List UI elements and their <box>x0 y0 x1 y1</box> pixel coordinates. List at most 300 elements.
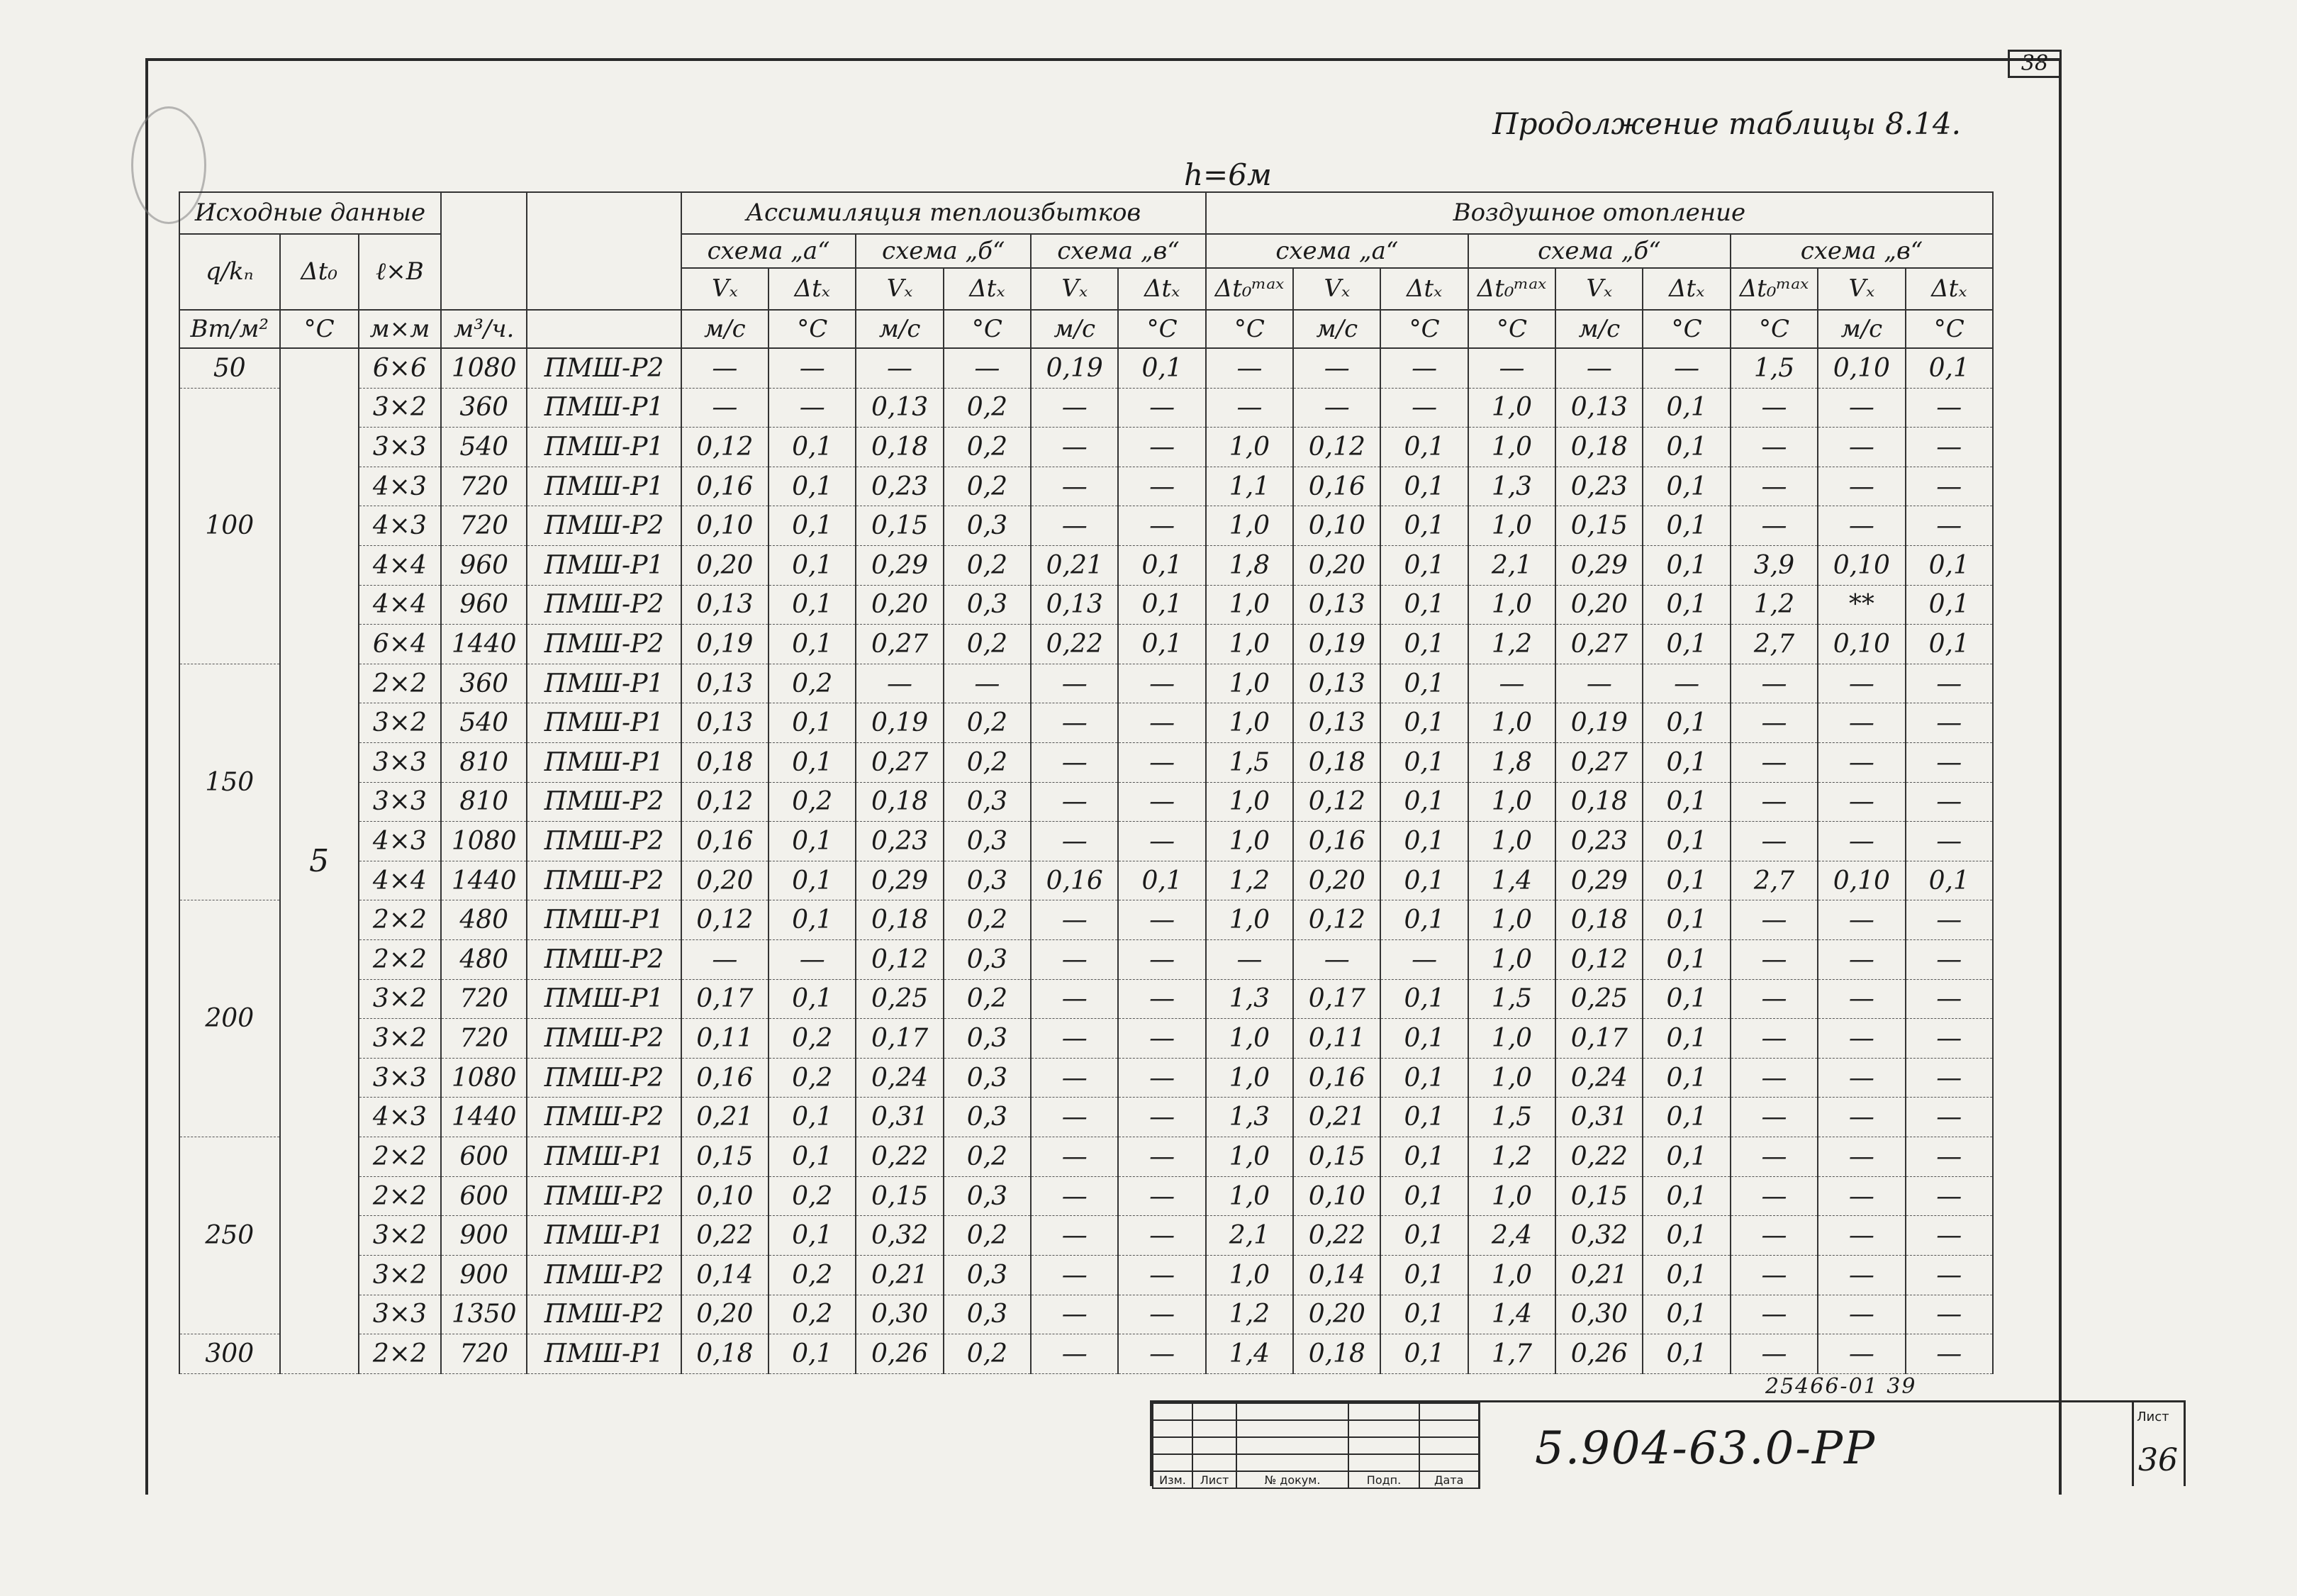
table-cell: — <box>1206 388 1293 428</box>
table-cell: — <box>1818 506 1905 546</box>
table-cell: — <box>1731 782 1818 822</box>
table-cell: — <box>1031 1098 1118 1137</box>
table-cell: 0,2 <box>944 388 1031 428</box>
table-cell: 0,18 <box>856 900 943 940</box>
table-cell: 3×2 <box>359 979 441 1019</box>
table-cell: 3,9 <box>1731 545 1818 585</box>
table-cell: — <box>1818 388 1905 428</box>
table-cell: 600 <box>441 1137 527 1177</box>
table-cell: 4×3 <box>359 822 441 861</box>
table-cell: 0,21 <box>1555 1255 1643 1295</box>
table-row <box>179 1255 1993 1295</box>
table-cell: 0,1 <box>1643 1098 1730 1137</box>
table-cell: — <box>1906 506 1993 546</box>
table-cell: 0,1 <box>1380 782 1468 822</box>
table-cell: 1,5 <box>1468 1098 1555 1137</box>
header-assimilation: Ассимиляция теплоизбытков <box>681 192 1206 234</box>
col-header-vx: Vₓ <box>1293 268 1380 310</box>
table-cell: 0,2 <box>944 1216 1031 1256</box>
table-cell: 0,20 <box>1293 1295 1380 1334</box>
stamp-cell <box>1419 1403 1479 1420</box>
table-cell: 0,3 <box>944 782 1031 822</box>
table-cell: 0,25 <box>856 979 943 1019</box>
header-air-heating: Воздушное отопление <box>1206 192 1993 234</box>
table-row <box>179 1216 1993 1256</box>
table-cell: — <box>1293 388 1380 428</box>
table-cell: 1,5 <box>1731 348 1818 388</box>
table-cell: 0,1 <box>1906 625 1993 664</box>
table-cell: 1,0 <box>1468 585 1555 625</box>
table-cell: 0,1 <box>1380 428 1468 467</box>
table-cell: — <box>1818 1137 1905 1177</box>
table-cell: 1,0 <box>1468 388 1555 428</box>
table-cell: 0,3 <box>944 822 1031 861</box>
table-cell: 810 <box>441 782 527 822</box>
table-cell: — <box>1643 664 1730 703</box>
q-group-cell: 100 <box>179 388 280 664</box>
table-row <box>179 900 1993 940</box>
table-cell: — <box>1818 1334 1905 1374</box>
table-cell: 0,18 <box>856 782 943 822</box>
table-cell: — <box>1118 428 1205 467</box>
table-cell: — <box>1118 743 1205 783</box>
table-cell: — <box>1818 979 1905 1019</box>
table-cell: 0,16 <box>1031 861 1118 900</box>
table-cell: 0,16 <box>1293 1058 1380 1098</box>
table-cell: 0,2 <box>944 1137 1031 1177</box>
table-cell: 4×4 <box>359 545 441 585</box>
stamp-label-date: Дата <box>1419 1471 1479 1488</box>
table-cell: 0,19 <box>1031 348 1118 388</box>
table-cell: 1,4 <box>1468 1295 1555 1334</box>
table-cell: 0,3 <box>944 1058 1031 1098</box>
table-cell: 0,10 <box>1818 861 1905 900</box>
table-cell: 0,1 <box>769 1334 856 1374</box>
scheme-a-assim: схема „а“ <box>681 234 856 269</box>
table-cell: 0,10 <box>1293 1176 1380 1216</box>
table-cell: 0,1 <box>1906 545 1993 585</box>
table-cell: 0,24 <box>856 1058 943 1098</box>
table-cell: — <box>1031 822 1118 861</box>
table-cell: 0,23 <box>856 822 943 861</box>
table-cell: 1350 <box>441 1295 527 1334</box>
table-cell: 0,15 <box>1293 1137 1380 1177</box>
sheet-box <box>2132 1402 2184 1486</box>
table-cell: 960 <box>441 545 527 585</box>
unit-ms: м/с <box>1293 310 1380 349</box>
table-cell: 0,1 <box>1643 1019 1730 1059</box>
col-header-dtomax: Δt₀ᵐᵃˣ <box>1468 268 1555 310</box>
table-cell: 3×3 <box>359 428 441 467</box>
table-cell: 0,13 <box>1031 585 1118 625</box>
table-cell: 0,29 <box>1555 545 1643 585</box>
table-cell: 2×2 <box>359 900 441 940</box>
table-cell: — <box>1118 900 1205 940</box>
table-cell: 0,12 <box>681 428 769 467</box>
table-cell: 1,0 <box>1468 703 1555 743</box>
table-cell: 1,0 <box>1468 1058 1555 1098</box>
table-cell: 0,27 <box>856 625 943 664</box>
stamp-cell <box>1419 1437 1479 1454</box>
table-cell: 0,20 <box>681 545 769 585</box>
q-group-cell: 250 <box>179 1137 280 1334</box>
table-cell: 0,1 <box>769 822 856 861</box>
table-cell: 2×2 <box>359 664 441 703</box>
table-cell: 0,1 <box>1380 703 1468 743</box>
table-cell: — <box>1906 703 1993 743</box>
table-cell: 0,13 <box>1293 703 1380 743</box>
table-cell: 3×2 <box>359 1255 441 1295</box>
table-row <box>179 348 1993 388</box>
table-cell: — <box>856 664 943 703</box>
table-cell: 1440 <box>441 625 527 664</box>
table-cell: 0,1 <box>1643 545 1730 585</box>
table-cell: 600 <box>441 1176 527 1216</box>
table-cell: — <box>1731 1019 1818 1059</box>
table-cell: 0,1 <box>769 703 856 743</box>
table-cell: — <box>1555 664 1643 703</box>
table-row <box>179 545 1993 585</box>
table-cell: 0,32 <box>1555 1216 1643 1256</box>
unit-type-blank <box>527 310 681 349</box>
table-cell: — <box>1731 467 1818 506</box>
table-cell: — <box>1118 1176 1205 1216</box>
table-cell: — <box>1906 1137 1993 1177</box>
table-cell: 1080 <box>441 348 527 388</box>
table-cell: 1,4 <box>1206 1334 1293 1374</box>
table-cell: 2×2 <box>359 1334 441 1374</box>
table-row <box>179 979 1993 1019</box>
table-cell: 1,0 <box>1206 1255 1293 1295</box>
table-cell: 0,20 <box>856 585 943 625</box>
table-cell: 0,10 <box>681 506 769 546</box>
table-row <box>179 1019 1993 1059</box>
table-cell: 0,22 <box>1293 1216 1380 1256</box>
table-cell: — <box>1731 506 1818 546</box>
table-cell: 1,0 <box>1468 506 1555 546</box>
table-cell: — <box>1906 1295 1993 1334</box>
table-cell: 0,16 <box>1293 822 1380 861</box>
table-cell: — <box>1906 979 1993 1019</box>
scheme-b-assim: схема „б“ <box>856 234 1031 269</box>
table-cell: 0,1 <box>1380 1098 1468 1137</box>
table-cell: 0,12 <box>856 940 943 980</box>
table-cell: ПМШ-Р1 <box>527 467 681 506</box>
unit-ms: м/с <box>681 310 769 349</box>
table-cell: 0,1 <box>1643 428 1730 467</box>
table-cell: 0,1 <box>1643 625 1730 664</box>
table-cell: 720 <box>441 1334 527 1374</box>
table-cell: 1,2 <box>1206 861 1293 900</box>
scheme-b-heat: схема „б“ <box>1468 234 1731 269</box>
table-cell: — <box>769 348 856 388</box>
table-cell: — <box>1818 822 1905 861</box>
table-cell: 1,0 <box>1206 1137 1293 1177</box>
header-initial-data: Исходные данные <box>179 192 441 234</box>
stamp-cell <box>1419 1454 1479 1471</box>
table-cell: — <box>1818 1176 1905 1216</box>
document-code: 5.904-63.0-РР <box>1535 1422 1877 1475</box>
table-cell: 0,3 <box>944 1255 1031 1295</box>
table-cell: — <box>681 348 769 388</box>
col-header-dto: Δt₀ <box>280 234 359 310</box>
table-cell: 0,3 <box>944 1019 1031 1059</box>
table-cell: 0,22 <box>681 1216 769 1256</box>
table-cell: 0,21 <box>1293 1098 1380 1137</box>
table-cell: 0,1 <box>1643 1255 1730 1295</box>
table-cell: ПМШ-Р1 <box>527 428 681 467</box>
table-cell: — <box>1031 467 1118 506</box>
table-cell: 0,1 <box>1643 1137 1730 1177</box>
unit-ms: м/с <box>1031 310 1118 349</box>
stamp-cell <box>1192 1403 1236 1420</box>
table-cell: 1,3 <box>1206 1098 1293 1137</box>
table-cell: 0,2 <box>944 900 1031 940</box>
q-group-cell: 50 <box>179 348 280 388</box>
table-row <box>179 1334 1993 1374</box>
table-cell: — <box>944 664 1031 703</box>
table-cell: 0,1 <box>1118 348 1205 388</box>
table-cell: 0,13 <box>681 703 769 743</box>
table-cell: — <box>1118 506 1205 546</box>
table-cell: 480 <box>441 940 527 980</box>
table-cell: — <box>1118 1255 1205 1295</box>
table-cell: — <box>1118 388 1205 428</box>
continuation-note: Продолжение таблицы 8.14. <box>1492 106 1961 141</box>
table-cell: 1,2 <box>1206 1295 1293 1334</box>
stamp-label-docnum: № докум. <box>1236 1471 1348 1488</box>
table-cell: — <box>1731 1058 1818 1098</box>
table-cell: — <box>1118 1098 1205 1137</box>
table-cell: — <box>1731 428 1818 467</box>
table-cell: — <box>1818 1255 1905 1295</box>
unit-c: °С <box>1906 310 1993 349</box>
table-cell: 0,12 <box>1555 940 1643 980</box>
table-cell: 0,2 <box>769 1019 856 1059</box>
table-cell: 0,17 <box>1555 1019 1643 1059</box>
col-header-dtx: Δtₓ <box>769 268 856 310</box>
table-cell: — <box>1906 467 1993 506</box>
table-cell: 0,1 <box>1906 861 1993 900</box>
table-cell: 0,1 <box>769 585 856 625</box>
stamp-cell <box>1153 1437 1192 1454</box>
unit-c: °С <box>1118 310 1205 349</box>
table-cell: 1,0 <box>1206 506 1293 546</box>
table-cell: 1,0 <box>1468 782 1555 822</box>
table-cell: — <box>769 940 856 980</box>
table-cell: 1,0 <box>1206 703 1293 743</box>
table-cell: 0,32 <box>856 1216 943 1256</box>
col-header-vx: Vₓ <box>681 268 769 310</box>
table-cell: — <box>1906 1058 1993 1098</box>
table-cell: 0,1 <box>1643 388 1730 428</box>
table-cell: 0,10 <box>1818 348 1905 388</box>
table-cell: — <box>1118 979 1205 1019</box>
table-row <box>179 506 1993 546</box>
table-cell: — <box>1468 348 1555 388</box>
table-cell: 0,1 <box>1380 861 1468 900</box>
table-cell: — <box>1031 1216 1118 1256</box>
table-cell: 0,2 <box>944 979 1031 1019</box>
table-cell: — <box>1031 1255 1118 1295</box>
table-row <box>179 1176 1993 1216</box>
table-cell: — <box>856 348 943 388</box>
unit-c: °С <box>1468 310 1555 349</box>
table-cell: 1,0 <box>1206 428 1293 467</box>
table-cell: 1,0 <box>1206 1058 1293 1098</box>
table-cell: 0,1 <box>1118 585 1205 625</box>
table-cell: 1,0 <box>1206 900 1293 940</box>
stamp-cell <box>1236 1403 1348 1420</box>
table-cell: 0,13 <box>1555 388 1643 428</box>
table-cell: ПМШ-Р2 <box>527 822 681 861</box>
table-cell: ПМШ-Р1 <box>527 664 681 703</box>
table-cell: — <box>1380 388 1468 428</box>
unit-c: °С <box>1643 310 1730 349</box>
table-cell: 0,22 <box>856 1137 943 1177</box>
table-cell: 0,1 <box>1118 625 1205 664</box>
table-cell: — <box>1731 1137 1818 1177</box>
table-row <box>179 1098 1993 1137</box>
col-header-vx: Vₓ <box>1555 268 1643 310</box>
table-cell: ПМШ-Р1 <box>527 388 681 428</box>
table-cell: 0,10 <box>1818 545 1905 585</box>
table-cell: 360 <box>441 388 527 428</box>
table-cell: 0,11 <box>1293 1019 1380 1059</box>
table-cell: 0,3 <box>944 861 1031 900</box>
table-cell: 2×2 <box>359 1137 441 1177</box>
table-cell: — <box>1906 388 1993 428</box>
table-cell: 0,1 <box>1643 703 1730 743</box>
table-row <box>179 585 1993 625</box>
table-cell: 0,19 <box>1555 703 1643 743</box>
table-cell: 0,18 <box>1555 900 1643 940</box>
table-cell: 0,15 <box>1555 506 1643 546</box>
table-cell: 0,3 <box>944 1176 1031 1216</box>
table-cell: 0,16 <box>681 467 769 506</box>
table-cell: ПМШ-Р1 <box>527 545 681 585</box>
table-cell: 0,1 <box>1380 1137 1468 1177</box>
table-cell: — <box>1906 822 1993 861</box>
col-header-dtx: Δtₓ <box>1380 268 1468 310</box>
table-cell: — <box>1031 743 1118 783</box>
table-cell: 3×2 <box>359 703 441 743</box>
sheet-label: Лист <box>2137 1410 2169 1424</box>
table-cell: 0,12 <box>1293 428 1380 467</box>
table-cell: — <box>1906 1216 1993 1256</box>
table-cell: 3×3 <box>359 782 441 822</box>
table-cell: ПМШ-Р1 <box>527 900 681 940</box>
table-cell: 0,24 <box>1555 1058 1643 1098</box>
table-cell: 0,13 <box>1293 585 1380 625</box>
table-cell: — <box>1118 1295 1205 1334</box>
table-cell: 0,1 <box>1380 743 1468 783</box>
table-cell: 6×6 <box>359 348 441 388</box>
table-row <box>179 625 1993 664</box>
table-cell: — <box>1818 1295 1905 1334</box>
table-cell: 0,1 <box>1643 1058 1730 1098</box>
table-cell: 0,1 <box>1643 467 1730 506</box>
table-cell: — <box>1731 1098 1818 1137</box>
table-cell: — <box>1380 940 1468 980</box>
table-cell: ПМШ-Р1 <box>527 979 681 1019</box>
table-cell: ПМШ-Р2 <box>527 1098 681 1137</box>
stamp-label-sheet: Лист <box>1192 1471 1236 1488</box>
table-cell: 0,1 <box>1643 940 1730 980</box>
col-header-dtx: Δtₓ <box>1906 268 1993 310</box>
table-cell: — <box>1731 1295 1818 1334</box>
table-cell: 0,1 <box>1380 1019 1468 1059</box>
table-cell: — <box>1118 1019 1205 1059</box>
table-cell: — <box>1818 467 1905 506</box>
table-cell: — <box>1031 979 1118 1019</box>
table-cell: — <box>1906 1098 1993 1137</box>
table-cell: ПМШ-Р2 <box>527 1019 681 1059</box>
table-cell: ПМШ-Р2 <box>527 861 681 900</box>
table-cell: 0,17 <box>1293 979 1380 1019</box>
unit-c: °С <box>1206 310 1293 349</box>
table-row <box>179 664 1993 703</box>
table-cell: 0,2 <box>769 1255 856 1295</box>
table-cell: 0,13 <box>856 388 943 428</box>
table-cell: 0,20 <box>1555 585 1643 625</box>
height-label: h=6м <box>1184 157 1272 192</box>
table-cell: — <box>1818 743 1905 783</box>
table-cell: ПМШ-Р2 <box>527 1295 681 1334</box>
table-cell: — <box>1031 940 1118 980</box>
table-cell: 0,18 <box>1293 1334 1380 1374</box>
table-cell: ПМШ-Р1 <box>527 703 681 743</box>
table-cell: — <box>1818 1019 1905 1059</box>
table-cell: 0,2 <box>944 625 1031 664</box>
table-cell: 0,27 <box>856 743 943 783</box>
table-cell: 6×4 <box>359 625 441 664</box>
table-cell: 1,0 <box>1468 1255 1555 1295</box>
bottom-code: 25466-01 39 <box>1765 1374 1917 1399</box>
table-cell: 0,13 <box>681 664 769 703</box>
table-cell: 0,1 <box>1380 1216 1468 1256</box>
table-cell: 0,23 <box>1555 822 1643 861</box>
data-table <box>179 191 1994 1374</box>
table-cell: 0,31 <box>856 1098 943 1137</box>
table-cell: — <box>1818 703 1905 743</box>
stamp-cell <box>1153 1454 1192 1471</box>
table-cell: 0,30 <box>856 1295 943 1334</box>
table-cell: — <box>1906 940 1993 980</box>
table-cell: 4×3 <box>359 467 441 506</box>
table-cell: 4×3 <box>359 506 441 546</box>
col-header-dtx: Δtₓ <box>1643 268 1730 310</box>
table-cell: — <box>1731 664 1818 703</box>
scheme-a-heat: схема „а“ <box>1206 234 1468 269</box>
table-cell: 1,8 <box>1206 545 1293 585</box>
table-cell: 1,0 <box>1468 1176 1555 1216</box>
table-cell: 0,1 <box>769 900 856 940</box>
table-cell: 1080 <box>441 822 527 861</box>
table-cell: 0,27 <box>1555 743 1643 783</box>
table-cell: 2×2 <box>359 940 441 980</box>
table-cell: 0,18 <box>1293 743 1380 783</box>
table-cell: — <box>1818 1098 1905 1137</box>
table-cell: 0,3 <box>944 1098 1031 1137</box>
table-cell: 0,23 <box>856 467 943 506</box>
unit-c: °С <box>1731 310 1818 349</box>
table-cell: 0,30 <box>1555 1295 1643 1334</box>
table-row <box>179 1058 1993 1098</box>
table-row <box>179 428 1993 467</box>
table-cell: 0,1 <box>1380 585 1468 625</box>
table-cell: 0,16 <box>1293 467 1380 506</box>
